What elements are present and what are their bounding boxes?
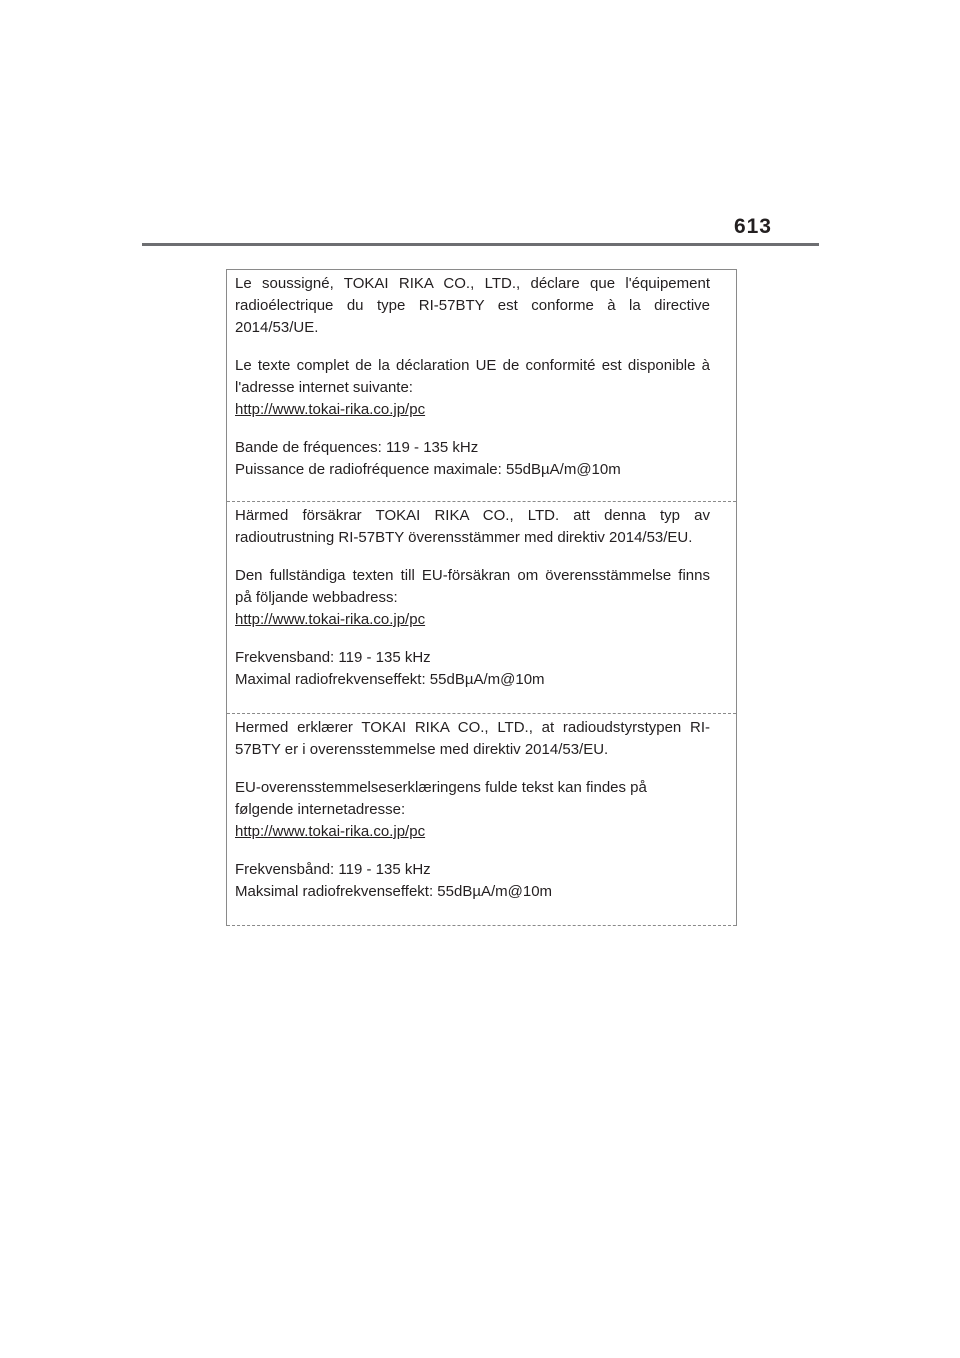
declaration-url-link[interactable]: http://www.tokai-rika.co.jp/pc [235, 401, 426, 418]
max-power: Puissance de radiofréquence maximale: 55dBµA/m@10m [235, 461, 621, 478]
spec-block [235, 647, 710, 691]
spec-block [235, 437, 710, 481]
frequency-band: Frekvensband: 119 - 135 kHz [235, 649, 431, 666]
declaration-availability: Le texte complet de la déclaration UE de conformité est disponible à l'adresse internet suivante: [235, 357, 710, 396]
declaration-statement: Le soussigné, TOKAI RIKA CO., LTD., déclare que l'équipement radioélectrique du type RI-57BTY est conforme à la directive 2014/53/UE. [235, 275, 710, 336]
declaration-url-link[interactable]: http://www.tokai-rika.co.jp/pc [235, 823, 426, 840]
declaration-section-french [227, 270, 736, 502]
declaration-section-danish [227, 714, 736, 926]
declaration-url-link[interactable]: http://www.tokai-rika.co.jp/pc [235, 611, 426, 628]
declaration-box [226, 269, 737, 926]
declaration-availability-line: følgende internetadresse: [235, 801, 406, 818]
header-rule [142, 243, 819, 246]
spec-block [235, 859, 710, 903]
declaration-availability: Den fullständiga texten till EU-försäkran om överensstämmelse finns på följande webbadress: [235, 567, 710, 606]
declaration-section-swedish [227, 502, 736, 714]
declaration-availability-line: EU-overensstemmelseserklæringens fulde tekst kan findes på [235, 779, 647, 796]
frequency-band: Bande de fréquences: 119 - 135 kHz [235, 439, 479, 456]
declaration-statement: Härmed försäkrar TOKAI RIKA CO., LTD. att denna typ av radioutrustning RI-57BTY överensstämmer med direktiv 2014/53/EU. [235, 507, 710, 546]
max-power: Maximal radiofrekvenseffekt: 55dBµA/m@10m [235, 671, 545, 688]
max-power: Maksimal radiofrekvenseffekt: 55dBµA/m@10m [235, 883, 553, 900]
page-number: 613 [733, 215, 772, 238]
declaration-availability [235, 777, 710, 821]
declaration-statement: Hermed erklærer TOKAI RIKA CO., LTD., at radioudstyrstypen RI-57BTY er i overensstemmelse med direktiv 2014/53/EU. [235, 719, 710, 758]
frequency-band: Frekvensbånd: 119 - 135 kHz [235, 861, 431, 878]
